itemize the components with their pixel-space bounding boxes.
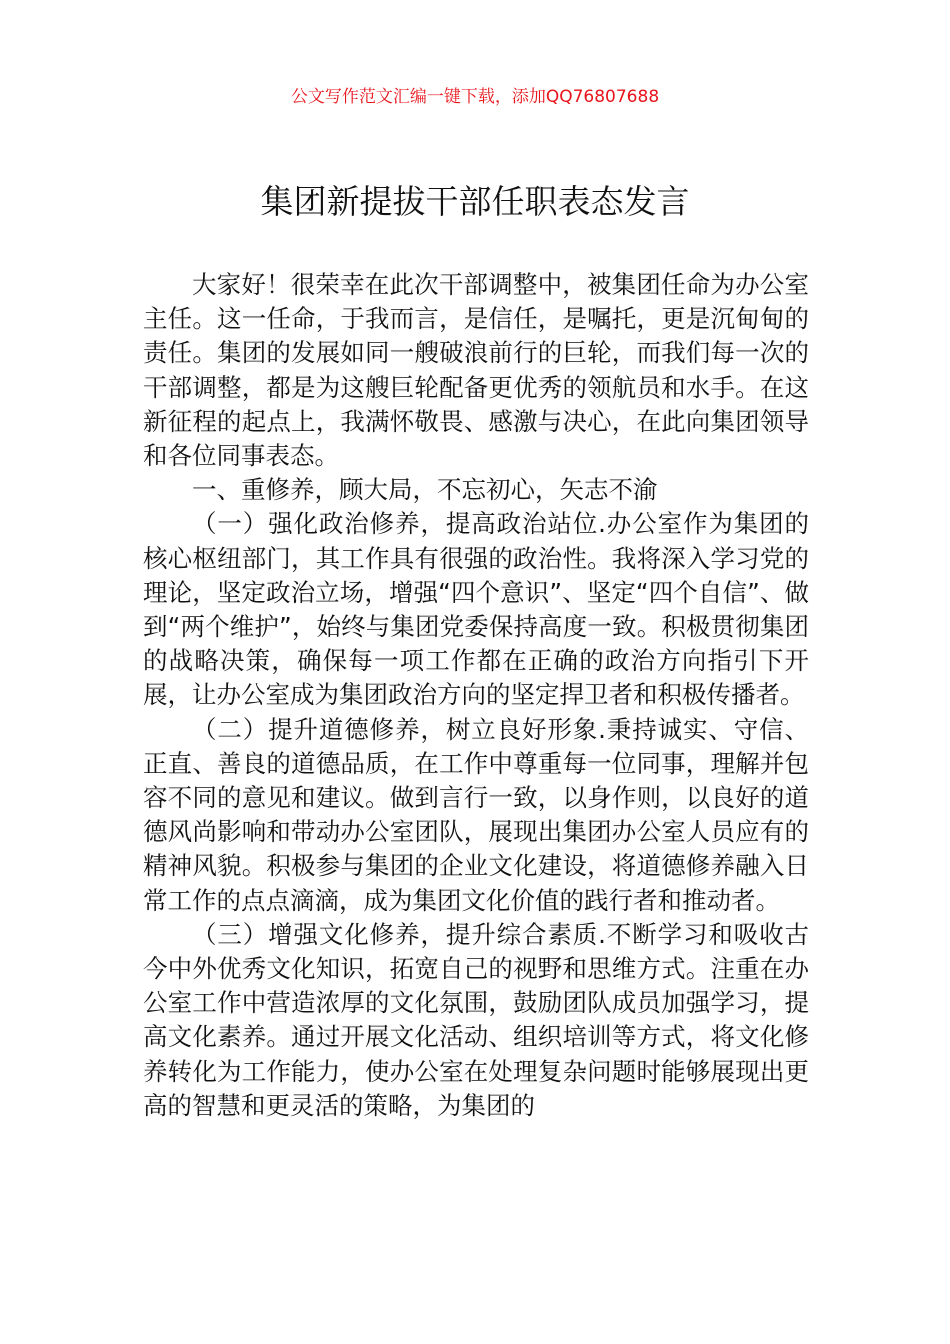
document-body [143, 268, 809, 1123]
document-title: 集团新提拔干部任职表态发言 [260, 182, 690, 221]
intro-paragraph: 大家好！很荣幸在此次干部调整中，被集团任命为办公室主任。这一任命，于我而言，是信任，是嘱托，更是沉甸甸的责任。集团的发展如同一艘破浪前行的巨轮，而我们每一次的干部调整，都是为这艘巨轮配备更优秀的领航员和水手。在这新征程的起点上，我满怀敬畏、感激与决心，在此向集团领导和各位同事表态。 [143, 270, 809, 471]
section-heading-1: 一、重修养，顾大局，不忘初心，矢志不渝 [192, 475, 658, 505]
download-promo-banner: 公文写作范文汇编一键下载，添加QQ76807688 [290, 87, 660, 107]
subsection-paragraph-1: （一）强化政治修养，提高政治站位.办公室作为集团的核心枢纽部门，其工作具有很强的政治性。我将深入学习党的理论，坚定政治立场，增强“四个意识”、坚定“四个自信”、做到“两个维护”，始终与集团党委保持高度一致。积极贯彻集团的战略决策，确保每一项工作都在正确的政治方向指引下开展，让办公室成为集团政治方向的坚定捍卫者和积极传播者。 [143, 509, 809, 710]
subsection-paragraph-2: （二）提升道德修养，树立良好形象.秉持诚实、守信、正直、善良的道德品质，在工作中尊重每一位同事，理解并包容不同的意见和建议。做到言行一致，以身作则，以良好的道德风尚影响和带动办公室团队，展现出集团办公室人员应有的精神风貌。积极参与集团的企业文化建设，将道德修养融入日常工作的点点滴滴，成为集团文化价值的践行者和推动者。 [143, 714, 809, 915]
subsection-paragraph-3: （三）增强文化修养，提升综合素质.不断学习和吸收古今中外优秀文化知识，拓宽自己的视野和思维方式。注重在办公室工作中营造浓厚的文化氛围，鼓励团队成员加强学习，提高文化素养。通过开展文化活动、组织培训等方式，将文化修养转化为工作能力，使办公室在处理复杂问题时能够展现出更高的智慧和更灵活的策略，为集团的 [143, 919, 809, 1120]
